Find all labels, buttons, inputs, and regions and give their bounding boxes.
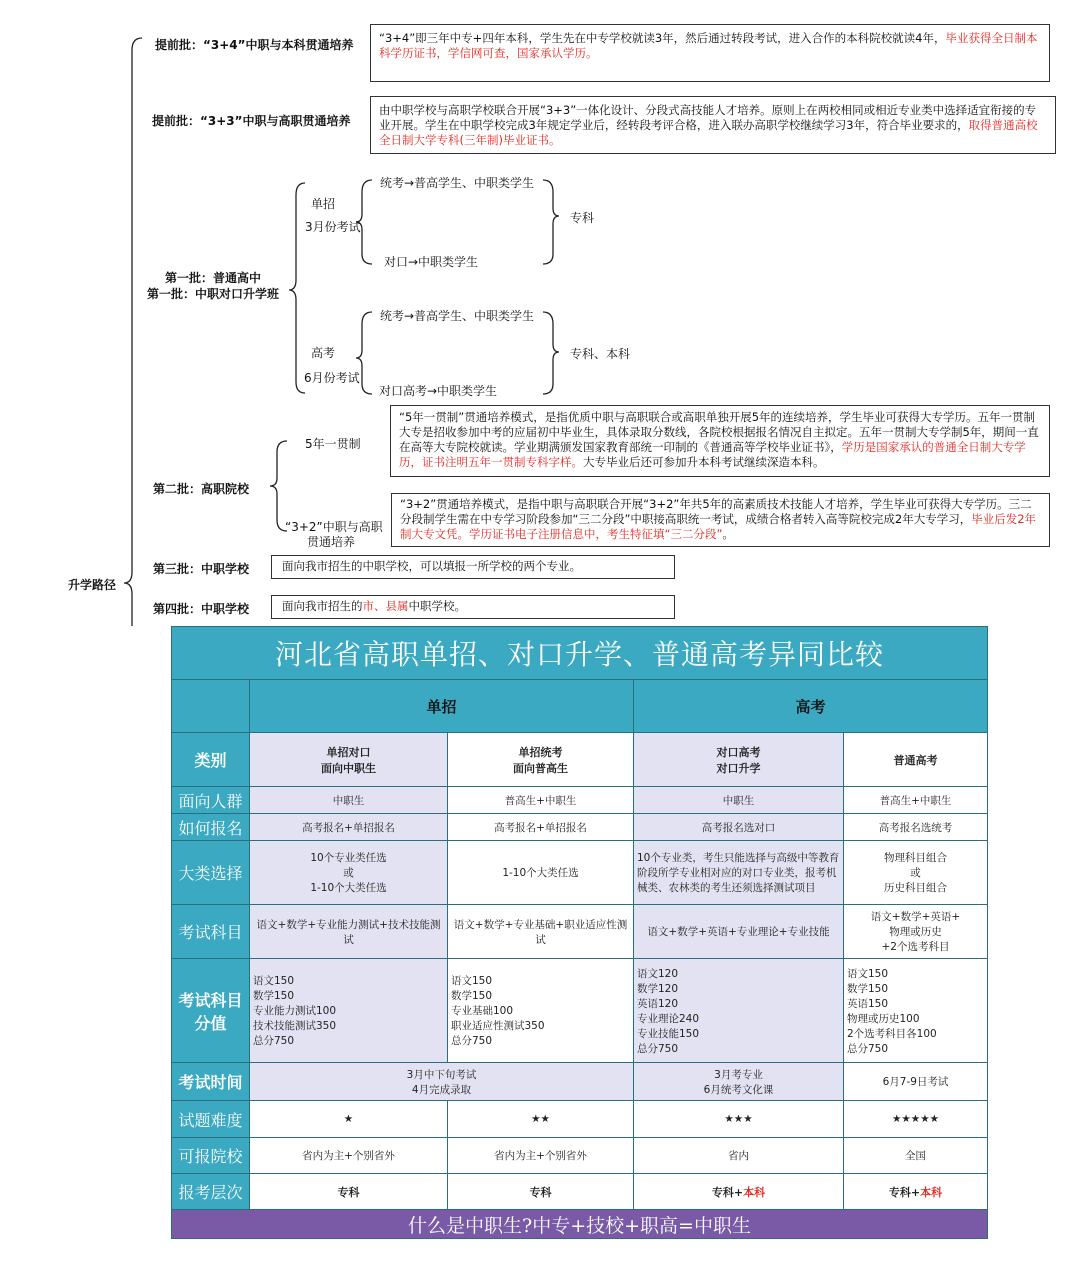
table-cell: 专科 xyxy=(448,1174,634,1210)
table-cell: 10个专业类，考生只能选择与高级中等教育阶段所学专业相对应的对口专业类，报考机械类、农林类的考生还须选择测试项目 xyxy=(634,841,844,905)
fourth-batch-text-b: 中职学校。 xyxy=(408,599,466,613)
five-year-highlight: 学历是国家承认的普通全日制大专学历，证书注明五年一贯制专科字样。 xyxy=(399,440,1026,469)
table-cell: 语文+数学+英语+ 物理或历史 +2个选考科目 xyxy=(844,905,988,959)
group-gaokao-header: 高考 xyxy=(634,680,988,733)
table-cell: 3月考专业 6月统考文化课 xyxy=(634,1063,844,1101)
gaokao-result: 专科、本科 xyxy=(570,347,631,361)
column-header: 单招对口 面向中职生 xyxy=(250,733,448,787)
row-label-level: 报考层次 xyxy=(172,1174,250,1210)
fourth-batch-desc xyxy=(271,595,675,619)
group-single-header: 单招 xyxy=(250,680,634,733)
level-red-suffix: 本科 xyxy=(743,1185,766,1199)
table-cell: 专科 xyxy=(250,1174,448,1210)
second-batch-label: 第二批：高职院校 xyxy=(153,482,250,496)
table-cell: 高考报名选统考 xyxy=(844,814,988,841)
table-cell: 高考报名+单招报名 xyxy=(448,814,634,841)
early-batch-33-highlight: 取得普通高校全日制大学专科(三年制)毕业证书。 xyxy=(379,118,1038,147)
table-cell: 10个专业类任选 或 1-10个大类任选 xyxy=(250,841,448,905)
table-cell: 语文150 数学150 专业基础100 职业适应性测试350 总分750 xyxy=(448,959,634,1063)
table-cell: 省内为主+个别省外 xyxy=(448,1138,634,1174)
table-title: 河北省高职单招、对口升学、普通高考异同比较 xyxy=(172,627,988,680)
fourth-batch-label: 第四批：中职学校 xyxy=(153,602,250,616)
gaokao-time: 6月份考试 xyxy=(304,371,360,385)
row-label-scores: 考试科目分值 xyxy=(172,959,250,1063)
difficulty-stars: ★★★ xyxy=(634,1101,844,1138)
table-cell: 普高生+中职生 xyxy=(844,787,988,814)
fourth-batch-text-a: 面向我市招生的 xyxy=(282,599,363,613)
five-year-desc xyxy=(390,405,1050,477)
row-label-apply: 如何报名 xyxy=(172,814,250,841)
three-two-desc xyxy=(391,493,1050,547)
table-cell xyxy=(844,1174,988,1210)
table-cell: 省内为主+个别省外 xyxy=(250,1138,448,1174)
third-batch-desc: 面向我市招生的中职学校，可以填报一所学校的两个专业。 xyxy=(271,555,675,579)
single-exam-label: 单招 xyxy=(311,197,336,211)
table-cell: 中职生 xyxy=(634,787,844,814)
table-cell xyxy=(634,1174,844,1210)
early-batch-34-label: 提前批：“3+4”中职与本科贯通培养 xyxy=(155,38,354,52)
early-batch-33-text: 由中职学校与高职学校联合开展“3+3”一体化设计、分段式高技能人才培养。原则上在两校相同或相近专业类中选择适宜衔接的专业开展。学生在中职学校完成3年规定学业后，经转段考评合格，进入联办高职学校继续学习3年，符合毕业要求的， xyxy=(379,103,1037,132)
table-cell: 语文+数学+英语+专业理论+专业技能 xyxy=(634,905,844,959)
first-batch-label-2: 第一批：中职对口升学班 xyxy=(147,287,280,301)
table-cell: 6月7-9日考试 xyxy=(844,1063,988,1101)
column-header: 单招统考 面向普高生 xyxy=(448,733,634,787)
three-two-label-1: “3+2”中职与高职 xyxy=(285,520,383,534)
single-exam-option-2: 对口→中职类学生 xyxy=(384,255,479,269)
column-header: 普通高考 xyxy=(844,733,988,787)
table-cell: 物理科目组合 或 历史科目组合 xyxy=(844,841,988,905)
row-label-time: 考试时间 xyxy=(172,1063,250,1101)
early-batch-34-highlight: 毕业获得全日制本科学历证书，学信网可查，国家承认学历。 xyxy=(379,31,1038,60)
single-exam-time: 3月份考试 xyxy=(305,220,361,234)
level-text: 专科+ xyxy=(711,1185,744,1199)
five-year-label: 5年一贯制 xyxy=(305,437,361,451)
table-cell: 普高生+中职生 xyxy=(448,787,634,814)
level-text: 专科+ xyxy=(888,1185,921,1199)
three-two-label-2: 贯通培养 xyxy=(307,535,356,549)
table-cell: 语文150 数学150 专业能力测试100 技术技能测试350 总分750 xyxy=(250,959,448,1063)
gaokao-option-1: 统考→普高学生、中职类学生 xyxy=(380,309,535,323)
early-batch-33-desc xyxy=(370,96,1056,154)
five-year-text: “5年一贯制”贯通培养模式，是指优质中职与高职联合或高职单独开展5年的连续培养，学生毕业可获得大专学历。五年一贯制大专是招收参加中考的应届初中毕业生，具体录取分数线，各院校根据报名情况自主拟定。五年一贯制大专学制5年，期间一直在高等大专院校就读。学业期满颁发国家教育部统一印制的《普通高等学校毕业证书》， xyxy=(399,410,1039,454)
table-cell: 语文150 数学150 英语150 物理或历史100 2个选考科目各100 总分750 xyxy=(844,959,988,1063)
table-cell: 语文+数学+专业基础+职业适应性测试 xyxy=(448,905,634,959)
five-year-tail: 大专毕业后还可参加升本科考试继续深造本科。 xyxy=(583,455,825,469)
gaokao-label: 高考 xyxy=(311,346,336,360)
three-two-highlight: 毕业后发2年制大专文凭。学历证书电子注册信息中，考生特征填“三二分段” xyxy=(400,512,1037,541)
table-cell: 1-10个大类任选 xyxy=(448,841,634,905)
early-batch-33-label: 提前批：“3+3”中职与高职贯通培养 xyxy=(152,114,351,128)
row-label-audience: 面向人群 xyxy=(172,787,250,814)
fourth-batch-highlight: 市、县属 xyxy=(362,599,409,613)
row-label-major: 大类选择 xyxy=(172,841,250,905)
early-batch-34-desc xyxy=(370,24,1050,82)
table-cell: 省内 xyxy=(634,1138,844,1174)
gaokao-option-2: 对口高考→中职类学生 xyxy=(379,384,498,398)
row-label-subjects: 考试科目 xyxy=(172,905,250,959)
table-cell: 中职生 xyxy=(250,787,448,814)
corner-cell xyxy=(172,680,250,733)
root-label: 升学路径 xyxy=(68,578,117,592)
table-cell: 高考报名选对口 xyxy=(634,814,844,841)
early-batch-34-text: “3+4”即三年中专+四年本科，学生先在中专学校就读3年，然后通过转段考试，进入合作的本科院校就读4年， xyxy=(379,31,946,45)
difficulty-stars: ★ xyxy=(250,1101,448,1138)
difficulty-stars: ★★ xyxy=(448,1101,634,1138)
table-cell: 3月中下旬考试 4月完成录取 xyxy=(250,1063,634,1101)
row-label-difficulty: 试题难度 xyxy=(172,1101,250,1138)
table-cell: 语文+数学+专业能力测试+技术技能测试 xyxy=(250,905,448,959)
single-exam-option-1: 统考→普高学生、中职类学生 xyxy=(380,176,535,190)
table-footer: 什么是中职生?中专+技校+职高=中职生 xyxy=(172,1210,988,1239)
third-batch-label: 第三批：中职学校 xyxy=(153,562,250,576)
comparison-table xyxy=(171,626,988,1239)
row-label-schools: 可报院校 xyxy=(172,1138,250,1174)
difficulty-stars: ★★★★★ xyxy=(844,1101,988,1138)
table-cell: 高考报名+单招报名 xyxy=(250,814,448,841)
first-batch-label-1: 第一批：普通高中 xyxy=(165,271,262,285)
three-two-text: “3+2”贯通培养模式，是指中职与高职联合开展“3+2”年共5年的高素质技术技能人才培养，学生毕业可获得大专学历。三二分段制学生需在中专学习阶段参加“三二分段”中职接高职统一考试，成绩合格者转入高等院校完成2年大专学习， xyxy=(400,497,1032,526)
level-red-suffix: 本科 xyxy=(920,1185,943,1199)
column-header: 对口高考 对口升学 xyxy=(634,733,844,787)
three-two-tail: 。 xyxy=(722,527,734,541)
category-label: 类别 xyxy=(172,733,250,787)
table-cell: 语文120 数学120 英语120 专业理论240 专业技能150 总分750 xyxy=(634,959,844,1063)
single-exam-result: 专科 xyxy=(570,211,595,225)
table-cell: 全国 xyxy=(844,1138,988,1174)
